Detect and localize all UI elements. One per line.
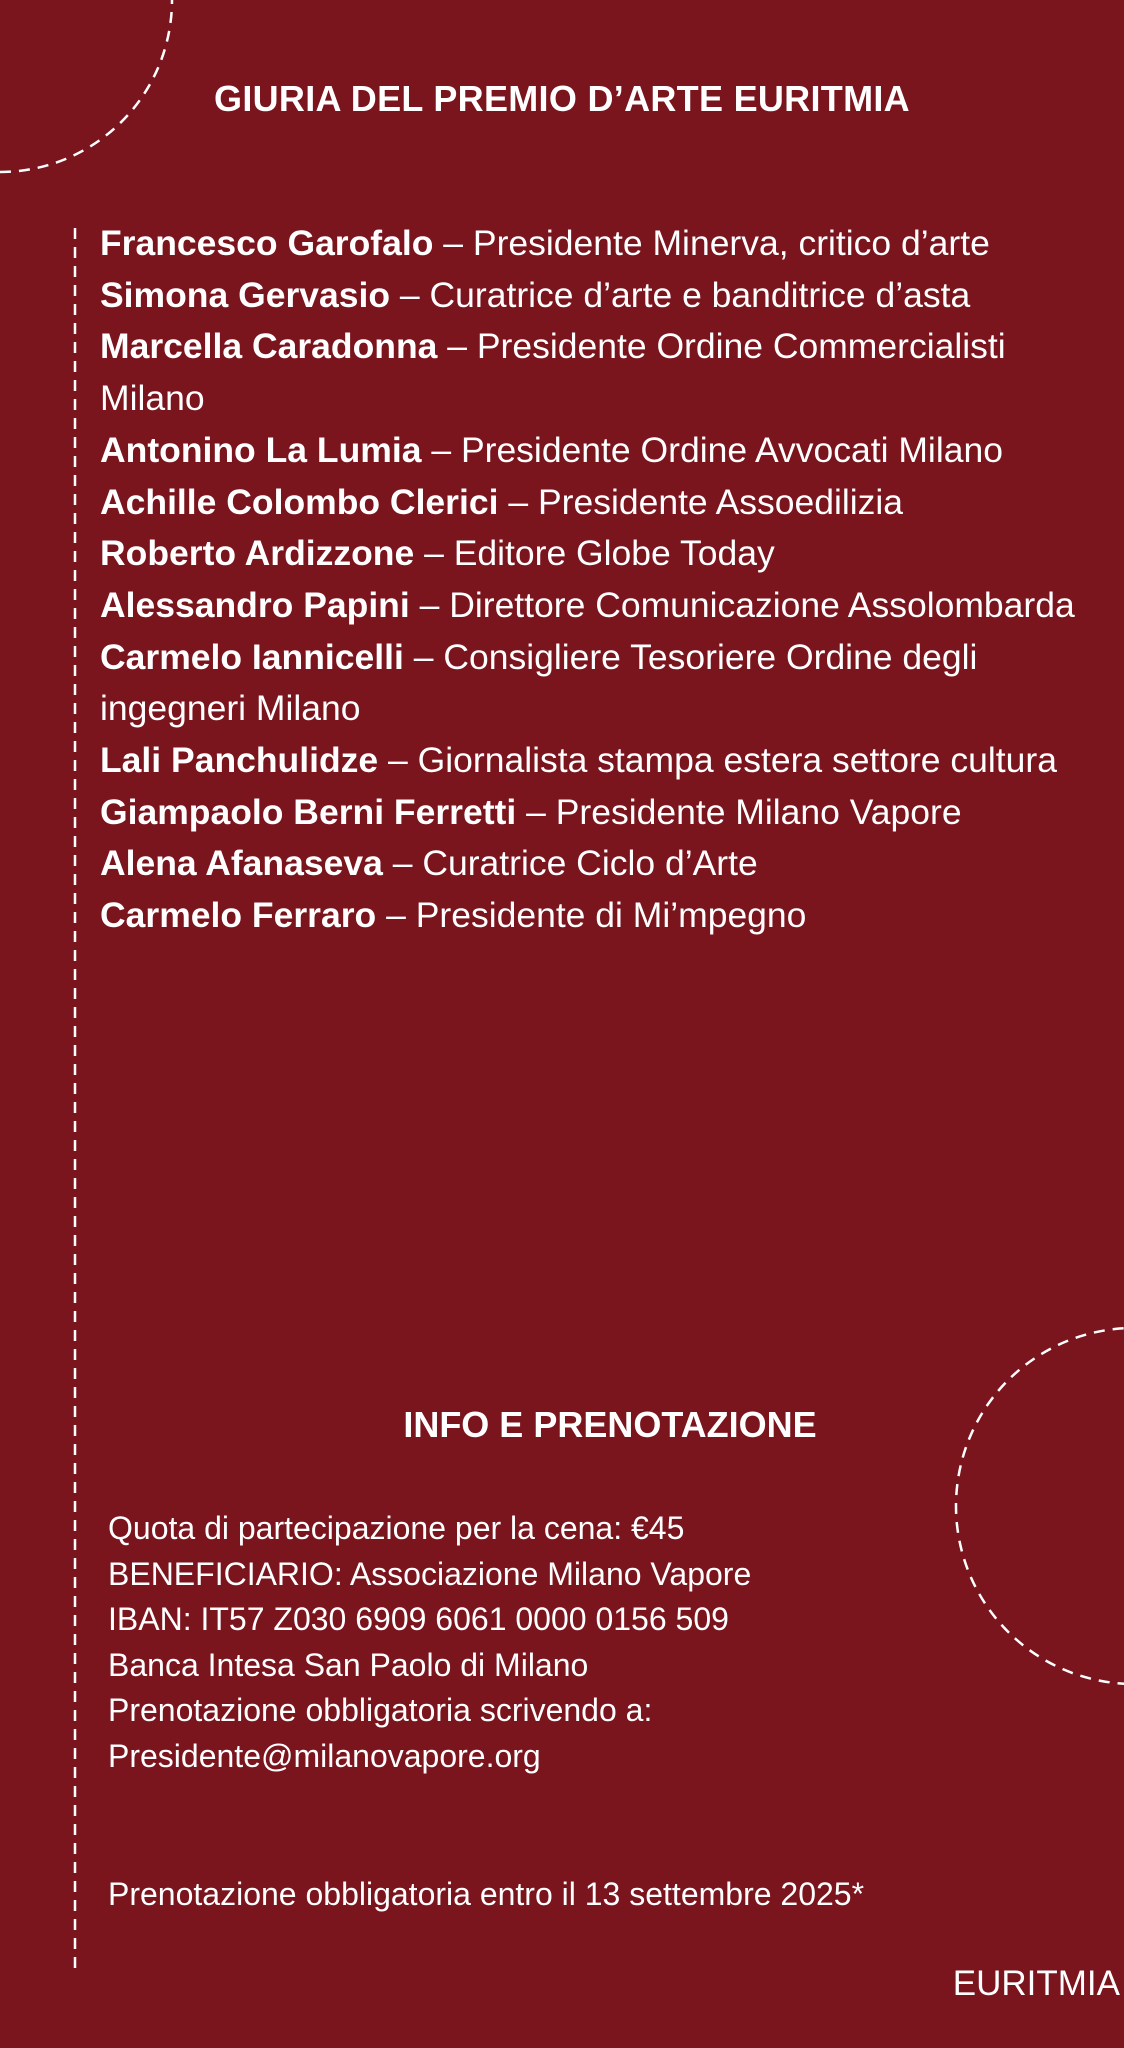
jury-member (100, 425, 1100, 477)
contact-email: Presidente@milanovapore.org (108, 1737, 541, 1774)
jury-member (100, 270, 1100, 322)
jury-member-role: Giornalista stampa estera settore cultura (417, 740, 1057, 781)
jury-member-role: Curatrice d’arte e banditrice d’asta (429, 274, 971, 315)
jury-member-separator: – (516, 791, 556, 832)
jury-member-role: Editore Globe Today (453, 533, 775, 574)
jury-member-name: Alessandro Papini (100, 584, 410, 625)
jury-member (100, 477, 1100, 529)
jury-member-separator: – (378, 740, 418, 781)
jury-member-separator: – (382, 843, 423, 884)
jury-member-separator: – (403, 636, 444, 677)
jury-title: GIURIA DEL PREMIO D’ARTE EURITMIA (214, 78, 910, 119)
jury-member-name: Marcella Caradonna (100, 326, 438, 367)
jury-member (100, 218, 1100, 270)
jury-member (100, 321, 1100, 424)
jury-member-name: Carmelo Iannicelli (100, 636, 404, 677)
jury-member-separator: – (498, 481, 538, 522)
iban-line: IBAN: IT57 Z030 6909 6061 0000 0156 509 (108, 1601, 729, 1638)
jury-member-role: Presidente Minerva, critico d’arte (472, 223, 990, 263)
jury-list (100, 218, 1100, 942)
jury-member-name: Carmelo Ferraro (100, 895, 377, 936)
jury-member-role: Consigliere Tesoriere Ordine degli ingegneri Milano (100, 636, 978, 729)
jury-member-name: Lali Panchulidze (100, 740, 379, 781)
jury-member (100, 838, 1100, 890)
jury-member-role: Presidente Assoedilizia (537, 481, 904, 522)
jury-member-name: Francesco Garofalo (100, 223, 434, 263)
jury-member-separator: – (390, 274, 430, 315)
jury-member-role: Direttore Comunicazione Assolombarda (449, 584, 1075, 625)
jury-member-name: Roberto Ardizzone (100, 533, 415, 574)
brand-label: EURITMIA (952, 1964, 1120, 2003)
jury-member (100, 890, 1100, 942)
jury-member-separator: – (421, 429, 461, 470)
jury-member (100, 787, 1100, 839)
jury-member-separator: – (376, 895, 416, 936)
jury-member-name: Achille Colombo Clerici (100, 481, 499, 522)
booking-deadline: Prenotazione obbligatoria entro il 13 settembre 2025* (108, 1876, 865, 1912)
jury-member-role: Presidente Ordine Commercialisti Milano (100, 326, 1006, 419)
jury-member-separator: – (433, 223, 473, 263)
beneficiary-line: BENEFICIARIO: Associazione Milano Vapore (108, 1555, 752, 1592)
jury-member-separator: – (414, 533, 454, 574)
jury-member-name: Simona Gervasio (100, 274, 391, 315)
jury-member-separator: – (437, 326, 477, 367)
jury-member-name: Giampaolo Berni Ferretti (100, 791, 517, 832)
jury-member (100, 580, 1100, 632)
jury-member-name: Antonino La Lumia (100, 429, 422, 470)
info-block (108, 1506, 1008, 1780)
jury-member-role: Curatrice Ciclo d’Arte (422, 843, 758, 884)
jury-member (100, 735, 1100, 787)
jury-member-role: Presidente Ordine Avvocati Milano (460, 429, 1003, 470)
jury-member-separator: – (409, 584, 450, 625)
jury-member-role: Presidente di Mi’mpegno (415, 895, 807, 936)
jury-member-name: Alena Afanaseva (100, 843, 383, 884)
bank-line: Banca Intesa San Paolo di Milano (108, 1646, 589, 1683)
jury-member (100, 528, 1100, 580)
info-title: INFO E PRENOTAZIONE (403, 1404, 817, 1445)
jury-member-role: Presidente Milano Vapore (555, 791, 962, 832)
booking-instruction-line: Prenotazione obbligatoria scrivendo a: (108, 1692, 653, 1729)
jury-member (100, 632, 1100, 735)
price-line: Quota di partecipazione per la cena: €45 (108, 1510, 685, 1546)
